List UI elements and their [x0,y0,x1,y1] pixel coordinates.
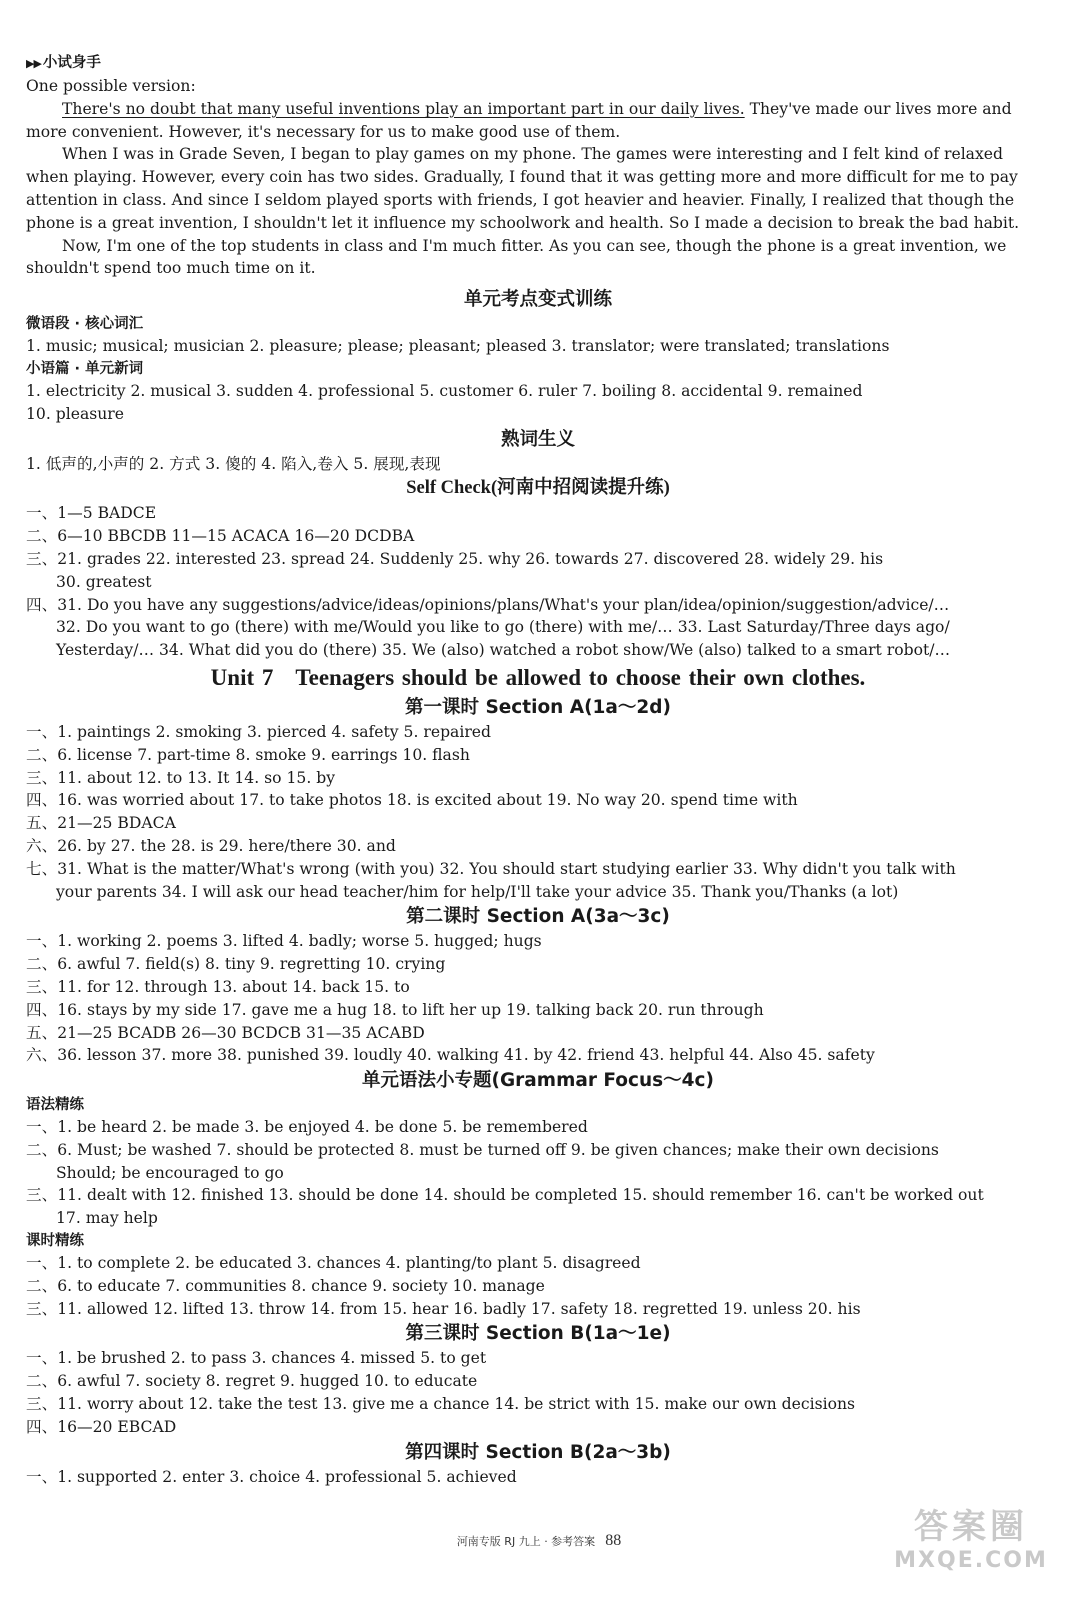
grammar-title: 单元语法小专题(Grammar Focus～4c) [362,1070,714,1092]
answer-line: 一、1. be brushed 2. to pass 3. chances 4. missed 5. to get [26,1349,487,1368]
unit-number: Unit 7 [210,664,274,690]
answer-line: 32. Do you want to go (there) with me/Would you like to go (there) with me/… 33. Last Saturday/Three days ago/ [56,618,950,637]
self-check-title: Self Check(河南中招阅读提升练) [406,478,670,499]
watermark-bottom: MXQE.COM [894,1548,1048,1573]
double-arrow-icon: ▶▶ [26,57,41,70]
answer-line: 三、11. dealt with 12. finished 13. should be done 14. should be completed 15. should remember 16. can't be worked out [26,1186,984,1205]
answer-line: 六、26. by 27. the 28. is 29. here/there 30. and [26,836,396,855]
essay-line: when playing. However, every coin has two sides. Gradually, I found that it was getting more and more difficult for me to pay [26,168,1018,187]
unit-title [26,662,1050,694]
essay-paragraph-1: There's no doubt that many useful inventions play an important part in our daily lives. They've made our lives more and [62,99,1012,118]
answer-line: 四、31. Do you have any suggestions/advice/ideas/opinions/plans/What's your plan/idea/opinion/suggestion/advice/… [26,595,950,614]
answer-line: 五、21—25 BDACA [26,814,176,833]
answer-line: 七、31. What is the matter/What's wrong (with you) 32. You should start studying earlier 33. Why didn't you talk with [26,859,956,878]
answer-line: 三、11. allowed 12. lifted 13. throw 14. from 15. hear 16. badly 17. safety 18. regretted 19. unless 20. his [26,1299,861,1318]
answer-line: 一、1—5 BADCE [26,504,157,523]
answer-line: 二、6. license 7. part-time 8. smoke 9. earrings 10. flash [26,745,470,764]
essay-line: attention in class. And since I seldom played sports with friends, I got heavier and heavier. Finally, I realized that though the [26,190,1015,209]
answer-line: 1. 低声的,小声的 2. 方式 3. 傻的 4. 陷入,卷入 5. 展现,表现 [26,454,441,473]
familiar-words-title: 熟词生义 [500,428,575,450]
answer-line: Yesterday/… 34. What did you do (there) 35. We (also) watched a robot show/We (also) talked to a smart robot/… [56,641,951,660]
answer-line: 五、21—25 BCADB 26—30 BCDCB 31—35 ACABD [26,1023,425,1042]
section-heading-practice: ▶▶ 小试身手 [26,55,101,71]
core-vocab-heading: 微语段 · 核心词汇 [26,316,144,333]
answer-line: 1. music; musical; musician 2. pleasure; please; pleasant; pleased 3. translator; were translated; translations [26,337,890,356]
answer-line: 二、6. awful 7. society 8. regret 9. hugged 10. to educate [26,1372,478,1391]
answer-line: 10. pleasure [26,404,124,423]
answer-line: 17. may help [56,1209,158,1228]
answer-line: 一、1. be heard 2. be made 3. be enjoyed 4. be done 5. be remembered [26,1118,588,1137]
page-number: 88 [605,1532,622,1549]
essay-line: shouldn't spend too much time on it. [26,259,316,278]
answer-line: 一、1. supported 2. enter 3. choice 4. professional 5. achieved [26,1467,517,1486]
essay-line: phone is a great invention, I shouldn't let it influence my schoolwork and health. So I made a decision to break the bad habit. [26,213,1020,232]
answer-line: 1. electricity 2. musical 3. sudden 4. professional 5. customer 6. ruler 7. boiling 8. accidental 9. remained [26,381,863,400]
footer-text: 河南专版 RJ 九上 · 参考答案 [456,1535,596,1548]
answer-line: 二、6. Must; be washed 7. should be protected 8. must be turned off 9. be given chances; make their own decisions [26,1140,939,1159]
essay-paragraph-2: When I was in Grade Seven, I began to play games on my phone. The games were interesting and I felt kind of relaxed [62,145,1003,164]
answer-line: 二、6—10 BBCDB 11—15 ACACA 16—20 DCDBA [26,527,415,546]
watermark-logo [886,1506,1056,1586]
answer-line: 四、16. was worried about 17. to take photos 18. is excited about 19. No way 20. spend time with [26,791,798,810]
essay-thesis-underlined: There's no doubt that many useful inventions play an important part in our daily lives. [62,99,745,118]
answer-line: Should; be encouraged to go [56,1163,284,1182]
lesson-1-title: 第一课时 Section A(1a～2d) [405,696,671,718]
answer-line: your parents 34. I will ask our head teacher/him for help/I'll take your advice 35. Thank you/Thanks (a lot) [56,882,899,901]
answer-line: 四、16. stays by my side 17. gave me a hug 18. to lift her up 19. talking back 20. run through [26,1000,764,1019]
lesson-2-title: 第二课时 Section A(3a～3c) [406,906,670,928]
answer-page [26,52,1050,1488]
answer-line: 一、1. working 2. poems 3. lifted 4. badly; worse 5. hugged; hugs [26,932,542,951]
essay-intro: One possible version: [26,77,196,95]
answer-line: 二、6. to educate 7. communities 8. chance 9. society 10. manage [26,1276,545,1295]
answer-line: 三、11. worry about 12. take the test 13. give me a chance 14. be strict with 15. make our own decisions [26,1395,856,1414]
essay-line: more convenient. However, it's necessary for us to make good use of them. [26,122,621,141]
answer-line: 三、21. grades 22. interested 23. spread 24. Suddenly 25. why 26. towards 27. discovered 28. widely 29. his [26,549,884,568]
answer-line: 六、36. lesson 37. more 38. punished 39. loudly 40. walking 41. by 42. friend 43. helpful 44. Also 45. safety [26,1046,875,1065]
unit-name: Teenagers should be allowed to choose their own clothes. [295,664,866,690]
answer-line: 一、1. to complete 2. be educated 3. chances 4. planting/to plant 5. disagreed [26,1254,641,1273]
essay-paragraph-3: Now, I'm one of the top students in class and I'm much fitter. As you can see, though the phone is a great invention, we [62,236,1007,255]
grammar-practice-heading: 语法精练 [26,1097,84,1114]
lesson-4-title: 第四课时 Section B(2a～3b) [405,1441,671,1463]
new-words-heading: 小语篇 · 单元新词 [26,360,144,377]
answer-line: 30. greatest [56,572,152,591]
answer-line: 三、11. about 12. to 13. It 14. so 15. by [26,768,336,787]
watermark-top: 答案圈 [914,1507,1028,1547]
lesson-3-title: 第三课时 Section B(1a～1e) [405,1323,671,1345]
answer-line: 三、11. for 12. through 13. about 14. back 15. to [26,977,410,996]
answer-line: 四、16—20 EBCAD [26,1417,177,1436]
answer-line: 一、1. paintings 2. smoking 3. pierced 4. safety 5. repaired [26,722,492,741]
unit-training-title: 单元考点变式训练 [463,289,612,311]
lesson-practice-heading: 课时精练 [26,1233,84,1250]
answer-line: 二、6. awful 7. field(s) 8. tiny 9. regretting 10. crying [26,955,446,974]
